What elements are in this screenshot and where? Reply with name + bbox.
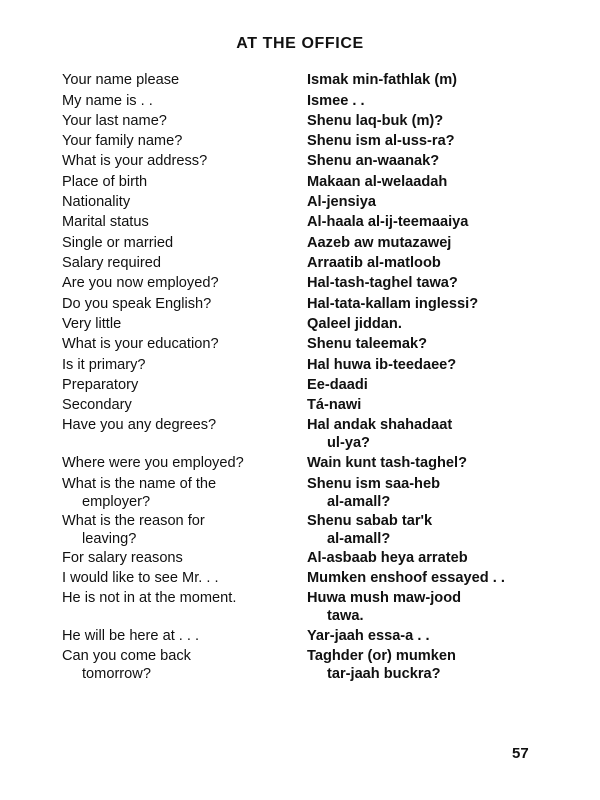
phrase-translation-continuation: al-amall?	[327, 493, 391, 510]
phrase-translation	[307, 113, 443, 131]
phrase-translation	[307, 648, 456, 683]
phrase-english-continuation: leaving?	[82, 530, 137, 547]
phrase-english	[62, 316, 121, 334]
phrase-translation-line: Huwa mush maw-jood	[307, 590, 462, 606]
phrase-translation-line: Al-asbaab heya arrateb	[307, 550, 468, 566]
phrase-english-continuation: tomorrow?	[82, 665, 151, 682]
page-title: AT THE OFFICE	[236, 35, 364, 52]
phrase-translation	[307, 628, 430, 646]
phrase-english	[62, 513, 205, 548]
phrase-english	[62, 476, 216, 511]
phrase-english-line: Are you now employed?	[62, 275, 219, 291]
phrase-english-line: What is your education?	[62, 336, 219, 352]
phrase-translation-continuation: tar-jaah buckra?	[327, 665, 441, 682]
phrase-translation-line: Wain kunt tash-taghel?	[307, 455, 467, 471]
phrase-translation-line: Shenu laq-buk (m)?	[307, 113, 444, 129]
phrase-english	[62, 357, 146, 375]
phrase-english-line: Nationality	[62, 194, 131, 210]
phrase-english	[62, 194, 130, 212]
phrase-english	[62, 336, 219, 354]
phrase-english-line: Where were you employed?	[62, 455, 244, 471]
phrase-translation-line: Tá-nawi	[307, 397, 362, 413]
phrase-english-line: Is it primary?	[62, 357, 146, 373]
phrase-translation-continuation: ul-ya?	[327, 434, 370, 451]
phrase-translation-line: Al-jensiya	[307, 194, 376, 210]
phrase-translation-line: Ismak min-fathlak (m)	[307, 72, 458, 88]
phrase-english	[62, 174, 147, 192]
phrase-english	[62, 235, 173, 253]
phrase-english	[62, 214, 149, 232]
phrase-translation	[307, 513, 432, 548]
phrase-english-line: Have you any degrees?	[62, 417, 217, 433]
phrase-english-line: What is the reason for	[62, 513, 205, 529]
phrase-english-line: Preparatory	[62, 377, 139, 393]
phrase-translation	[307, 72, 457, 90]
phrase-english	[62, 296, 211, 314]
phrase-translation	[307, 275, 458, 293]
phrase-translation	[307, 255, 441, 273]
phrase-translation	[307, 214, 468, 232]
phrase-english-line: Your last name?	[62, 113, 167, 129]
phrase-english	[62, 93, 153, 111]
phrase-translation-line: Hal-tash-taghel tawa?	[307, 275, 458, 291]
phrase-translation-line: Qaleel jiddan.	[307, 316, 402, 332]
phrase-translation-line: Ee-daadi	[307, 377, 368, 393]
phrase-english	[62, 397, 132, 415]
phrase-english-line: Do you speak English?	[62, 296, 212, 312]
phrase-english	[62, 417, 216, 435]
phrase-english	[62, 550, 183, 568]
phrase-translation	[307, 153, 439, 171]
phrase-english	[62, 377, 138, 395]
phrase-translation	[307, 174, 447, 192]
phrase-translation-line: Ismee . .	[307, 93, 365, 109]
phrase-english-line: Marital status	[62, 214, 149, 230]
phrase-english-line: Your name please	[62, 72, 180, 88]
phrase-translation	[307, 417, 452, 452]
phrase-translation	[307, 377, 368, 395]
phrase-translation-line: Taghder (or) mumken	[307, 648, 456, 664]
phrase-translation	[307, 455, 467, 473]
phrase-english	[62, 133, 182, 151]
phrase-english-line: Very little	[62, 316, 122, 332]
phrase-translation	[307, 570, 505, 588]
phrase-translation-line: Mumken enshoof essayed . .	[307, 570, 505, 586]
phrase-english	[62, 113, 167, 131]
phrase-translation	[307, 590, 461, 625]
phrase-english-line: Place of birth	[62, 174, 148, 190]
phrase-translation-line: Shenu ism al-uss-ra?	[307, 133, 455, 149]
phrase-english-line: Single or married	[62, 235, 174, 251]
phrase-translation-continuation: tawa.	[327, 607, 364, 624]
phrase-translation	[307, 316, 402, 334]
phrase-translation	[307, 397, 361, 415]
phrase-translation-line: Hal huwa ib-teedaee?	[307, 357, 457, 373]
phrase-translation-line: Shenu taleemak?	[307, 336, 428, 352]
phrase-translation-line: Hal-tata-kallam inglessi?	[307, 296, 479, 312]
phrase-english	[62, 628, 199, 646]
phrase-english	[62, 455, 244, 473]
phrase-english-line: What is your address?	[62, 153, 208, 169]
phrase-translation-line: Yar-jaah essa-a . .	[307, 628, 430, 644]
page-number: 57	[512, 745, 529, 762]
phrase-translation	[307, 336, 427, 354]
phrase-english	[62, 255, 161, 273]
phrase-english-line: He will be here at . . .	[62, 628, 200, 644]
phrase-translation-line: Makaan al-welaadah	[307, 174, 448, 190]
phrase-translation	[307, 476, 440, 511]
phrase-translation	[307, 550, 468, 568]
phrase-translation-line: Shenu ism saa-heb	[307, 476, 441, 492]
phrase-english	[62, 275, 219, 293]
phrase-translation	[307, 357, 456, 375]
phrase-translation-line: Al-haala al-ij-teemaaiya	[307, 214, 469, 230]
phrase-translation	[307, 296, 478, 314]
phrase-english-line: For salary reasons	[62, 550, 183, 566]
phrase-english-line: What is the name of the	[62, 476, 217, 492]
phrase-translation	[307, 235, 451, 253]
phrase-translation-line: Shenu an-waanak?	[307, 153, 440, 169]
phrase-english	[62, 72, 179, 90]
phrase-translation	[307, 133, 455, 151]
phrase-english-continuation: employer?	[82, 493, 151, 510]
phrase-english-line: He is not in at the moment.	[62, 590, 237, 606]
phrase-translation	[307, 93, 365, 111]
phrase-translation-line: Hal andak shahadaat	[307, 417, 453, 433]
phrase-english-line: I would like to see Mr. . .	[62, 570, 219, 586]
phrase-translation-line: Arraatib al-matloob	[307, 255, 441, 271]
phrase-english-line: Salary required	[62, 255, 161, 271]
phrase-english-line: Can you come back	[62, 648, 191, 664]
phrase-translation	[307, 194, 376, 212]
phrase-english	[62, 590, 236, 608]
phrase-english-line: Secondary	[62, 397, 132, 413]
phrase-english-line: Your family name?	[62, 133, 183, 149]
phrase-english-line: My name is . .	[62, 93, 153, 109]
phrase-english	[62, 153, 207, 171]
phrase-translation-line: Aazeb aw mutazawej	[307, 235, 452, 251]
phrase-english	[62, 570, 219, 588]
phrase-translation-continuation: al-amall?	[327, 530, 391, 547]
phrase-translation-line: Shenu sabab tar'k	[307, 513, 433, 529]
phrase-english	[62, 648, 191, 683]
